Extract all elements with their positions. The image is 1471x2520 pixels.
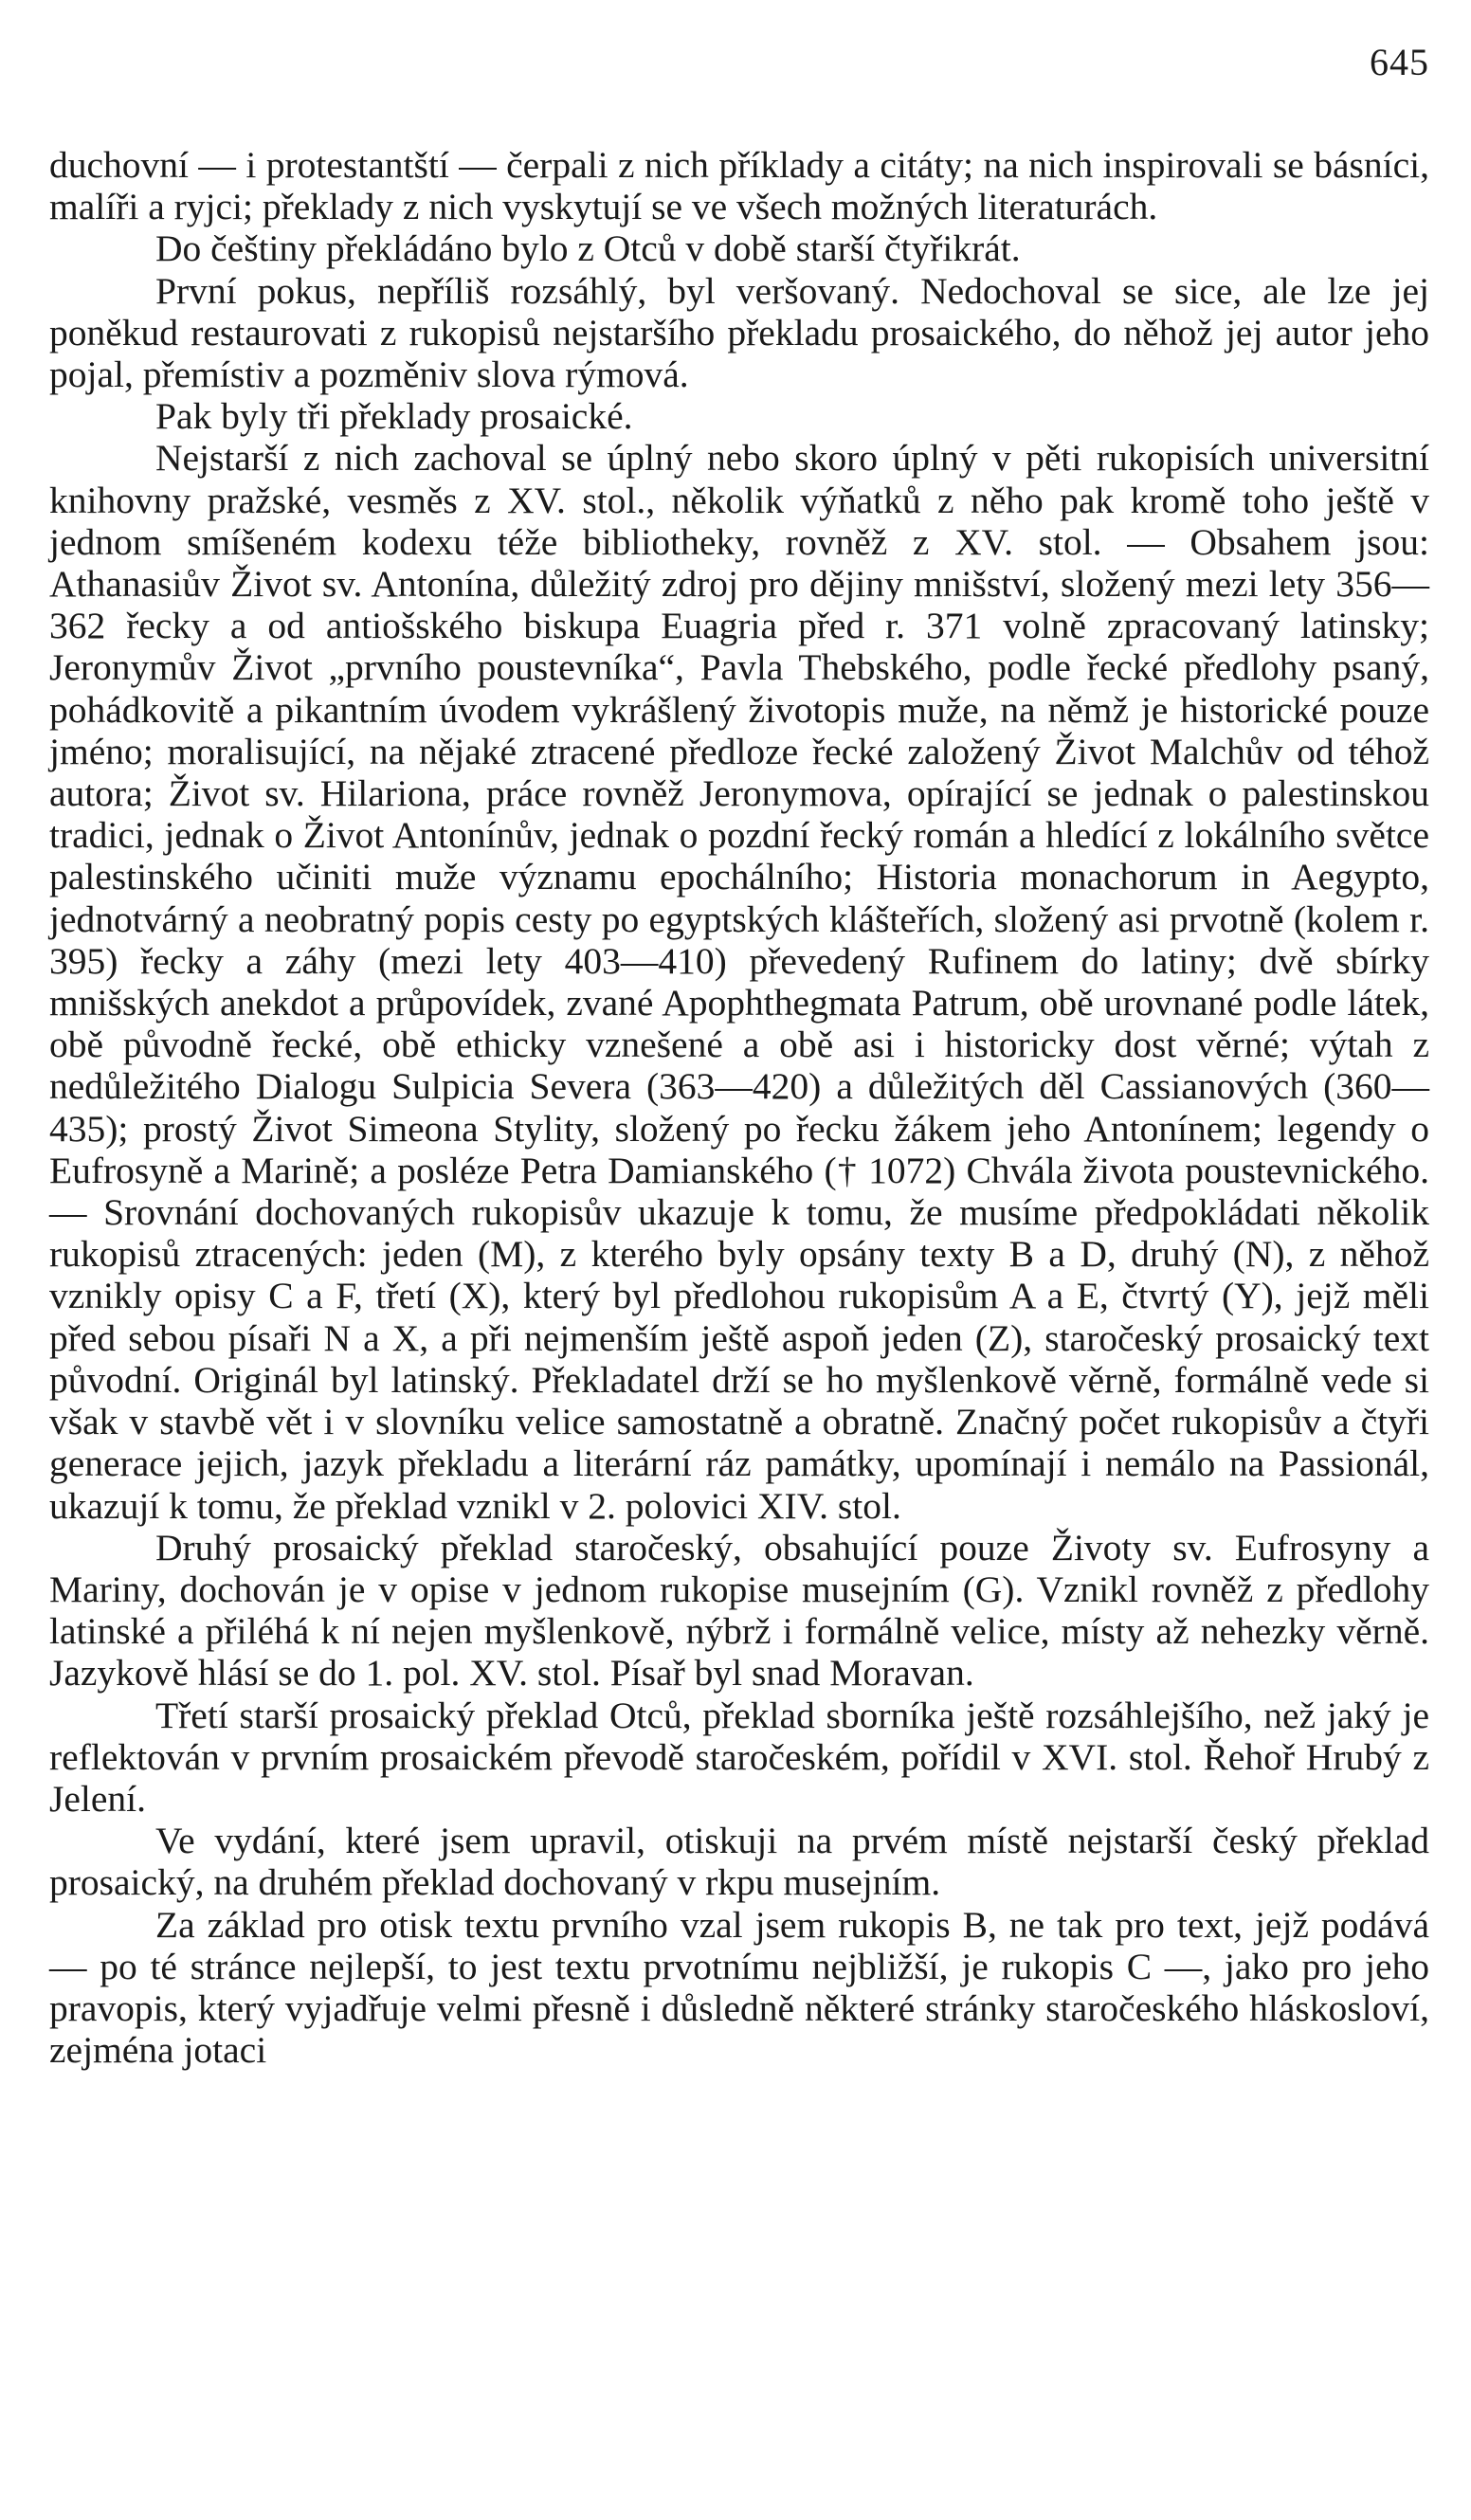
paragraph-9: Za základ pro otisk textu prvního vzal jsem rukopis B, ne tak pro text, jejž podává — po té stránce nejlepší, to jest textu prvotnímu nejbližší, je rukopis C —, jako pro jeho pravopis, který vyjadřuje velmi přesně i důsledně některé stránky staročeského hláskosloví, zejména jotaci: [49, 1903, 1429, 2072]
paragraph-5: Nejstarší z nich zachoval se úplný nebo skoro úplný v pěti rukopisích universitní knihovny pražské, vesměs z XV. stol., několik výňatků z něho pak kromě toho ještě v jednom smíšeném kodexu téže bibliotheky, rovněž z XV. stol. — Obsahem jsou: Athanasiův Život sv. Antonína, důležitý zdroj pro dějiny mnišství, složený mezi lety 356—362 řecky a od antiošského biskupa Euagria před r. 371 volně zpracovaný latinsky; Jeronymův Život „prvního poustevníka“, Pavla Thebského, podle řecké předlohy psaný, pohádkovitě a pikantním úvodem vykrášlený životopis muže, na němž je historické pouze jméno; moralisující, na nějaké ztracené předloze řecké založený Život Malchův od téhož autora; Život sv. Hilariona, práce rovněž Jeronymova, opírající se jednak o palestinskou tradici, jednak o Život Antonínův, jednak o pozdní řecký román a hledící z lokálního světce palestinského učiniti muže významu epochálního; Historia monachorum in Aegypto, jednotvárný a neobratný popis cesty po egyptských klášteřích, složený asi prvotně (kolem r. 395) řecky a záhy (mezi lety 403—410) převedený Rufinem do latiny; dvě sbírky mnišských anekdot a průpovídek, zvané Apophthegmata Patrum, obě urovnané podle látek, obě původně řecké, obě ethicky vznešené a obě asi i historicky dost věrné; výtah z nedůležitého Dialogu Sulpicia Severa (363—420) a důležitých děl Cassianových (360—435); prostý Život Simeona Stylity, složený po řecku žákem jeho Antonínem; legendy o Eufrosyně a Marině; a posléze Petra Damianského († 1072) Chvála života poustevnického. — Srovnání dochovaných rukopisův ukazuje k tomu, že musíme předpokládati několik rukopisů ztracených: jeden (M), z kterého byly opsány texty B a D, druhý (N), z něhož vznikly opisy C a F, třetí (X), který byl předlohou rukopisům A a E, čtvrtý (Y), jejž měli před sebou písaři N a X, a při nejmenším ještě aspoň jeden (Z), staročeský prosaický text původní. Originál byl latinský. Překladatel drží se ho myšlenkově věrně, formálně vede si však v stavbě vět i v slovníku velice samostatně a obratně. Značný počet rukopisův a čtyři generace jejich, jazyk překladu a literární ráz památky, upomínají i nemálo na Passionál, ukazují k tomu, že překlad vznikl v 2. polovici XIV. stol.: [49, 437, 1429, 1527]
paragraph-3: První pokus, nepříliš rozsáhlý, byl veršovaný. Nedochoval se sice, ale lze jej poněkud restaurovati z rukopisů nejstaršího překladu prosaického, do něhož jej autor jeho pojal, přemístiv a pozměniv slova rýmová.: [49, 269, 1429, 396]
page-number: 645: [1370, 41, 1429, 83]
paragraph-8: Ve vydání, které jsem upravil, otiskuji na prvém místě nejstarší český překlad prosaický, na druhém překlad dochovaný v rkpu musejním.: [49, 1820, 1429, 1904]
paragraph-4: Pak byly tři překlady prosaické.: [155, 395, 633, 438]
paragraph-6: Druhý prosaický překlad staročeský, obsahující pouze Životy sv. Eufrosyny a Mariny, dochován je v opise v jednom rukopise musejním (G). Vznikl rovněž z předlohy latinské a přiléhá k ní nejen myšlenkově, nýbrž i formálně velice, místy až nehezky věrně. Jazykově hlásí se do 1. pol. XV. stol. Písař byl snad Moravan.: [49, 1526, 1429, 1695]
body-text: [49, 144, 1429, 2071]
paragraph-2: Do češtiny překládáno bylo z Otců v době starší čtyřikrát.: [155, 227, 1021, 270]
paragraph-7: Třetí starší prosaický překlad Otců, překlad sborníka ještě rozsáhlejšího, než jaký je reflektován v prvním prosaickém převodě staročeském, pořídil v XVI. stol. Řehoř Hrubý z Jelení.: [49, 1694, 1429, 1820]
paragraph-1: duchovní — i protestantští — čerpali z nich příklady a citáty; na nich inspirovali se básníci, malíři a ryjci; překlady z nich vyskytují se ve všech možných literaturách.: [49, 144, 1429, 228]
